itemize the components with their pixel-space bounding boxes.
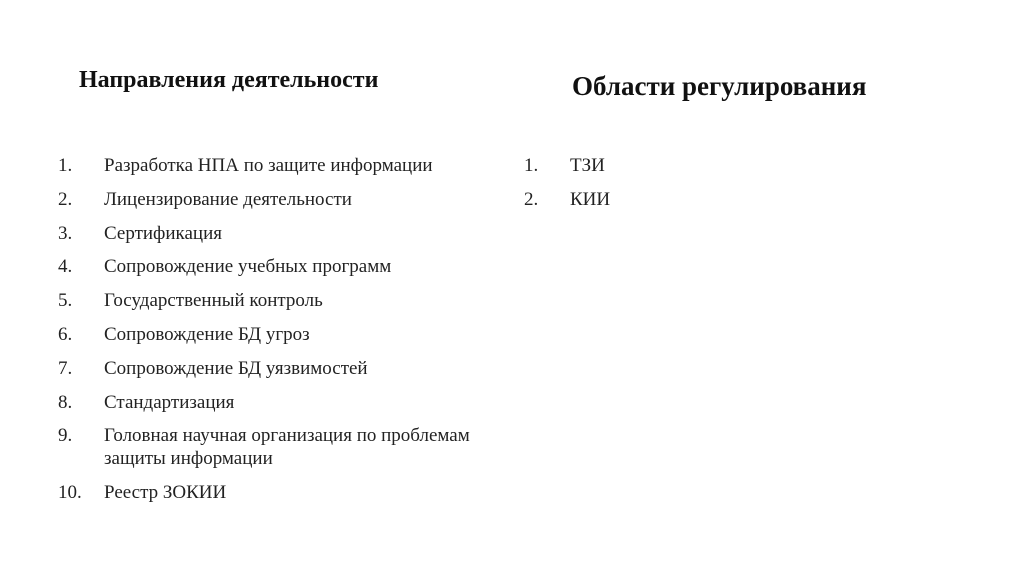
list-item	[58, 391, 498, 414]
item-text: Реестр ЗОКИИ	[104, 482, 227, 504]
list-item	[58, 222, 498, 245]
item-text: Разработка НПА по защите информации	[104, 155, 433, 176]
list-item	[58, 255, 498, 278]
item-text: КИИ	[570, 188, 611, 210]
list-item	[58, 188, 498, 211]
list-item	[58, 424, 498, 470]
item-number: 2.	[58, 188, 73, 210]
regulation-areas-list	[524, 154, 724, 222]
list-item	[58, 323, 498, 346]
item-text: Сопровождение учебных программ	[104, 256, 392, 278]
item-text: Лицензирование деятельности	[104, 188, 352, 210]
activity-list	[58, 154, 498, 515]
item-text: Сопровождение БД уязвимостей	[104, 357, 368, 379]
item-number: 7.	[58, 357, 73, 379]
list-item	[524, 188, 724, 211]
item-number: 9.	[58, 425, 73, 447]
item-number: 10.	[58, 482, 82, 504]
item-text: Сертификация	[104, 222, 222, 244]
list-item	[58, 481, 498, 504]
item-number: 3.	[58, 222, 73, 244]
item-number: 2.	[524, 188, 539, 210]
right-column-title: Области регулирования	[572, 71, 867, 101]
item-number: 1.	[524, 155, 539, 176]
item-text: Сопровождение БД угроз	[104, 323, 310, 345]
item-number: 6.	[58, 323, 73, 345]
item-number: 1.	[58, 155, 73, 176]
item-number: 5.	[58, 290, 73, 312]
item-text: Стандартизация	[104, 391, 235, 413]
item-text: Головная научная организация по проблемам защиты информации	[104, 425, 470, 470]
list-item	[58, 289, 498, 312]
item-number: 4.	[58, 256, 73, 278]
left-column-title: Направления деятельности	[79, 67, 379, 93]
item-text: Государственный контроль	[104, 290, 323, 312]
list-item	[58, 154, 498, 177]
list-item	[58, 357, 498, 380]
item-number: 8.	[58, 391, 73, 413]
list-item	[524, 154, 724, 177]
item-text: ТЗИ	[570, 155, 605, 176]
